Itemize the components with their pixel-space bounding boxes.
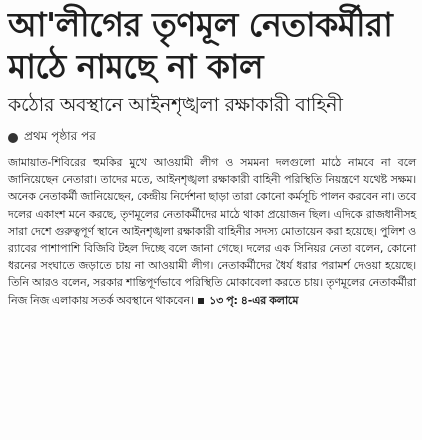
headline — [8, 4, 416, 88]
byline — [8, 128, 416, 148]
continuation-note: ১৩ পৃ: ৪-এর কলামে — [209, 293, 299, 307]
article-body — [8, 154, 416, 309]
body-text: জামায়াত-শিবিরের হুমকির মুখে আওয়ামী লীগ ও সমমনা দলগুলো মাঠে নামবে না বলে জানিয়েছেন নেতারা। তাদের মতে, আইনশৃঙ্খলা রক্ষাকারী বাহিনী পরিস্থিতি নিয়ন্ত্রণে যথেষ্ট সক্ষম। অনেক নেতাকর্মী জানিয়েছেন, কেন্দ্রীয় নির্দেশনা ছাড়া তারা কোনো কর্মসূচি পালন করবেন না। তবে দলের একাংশ মনে করছে, তৃণমূলের নেতাকর্মীদের মাঠে থাকা প্রয়োজন ছিল। এদিকে রাজধানীসহ সারা দেশে গুরুত্বপূর্ণ স্থানে আইনশৃঙ্খলা রক্ষাকারী বাহিনীর সদস্য মোতায়েন করা হয়েছে। পুলিশ ও র‌্যাবের পাশাপাশি বিজিবি টহল দিচ্ছে বলে জানা গেছে। দলের এক সিনিয়র নেতা বলেন, কোনো ধরনের সংঘাতে জড়াতে চায় না আওয়ামী লীগ। নেতাকর্মীদের ধৈর্য ধরার পরামর্শ দেওয়া হয়েছে। তিনি আরও বলেন, সরকার শান্তিপূর্ণভাবে পরিস্থিতি মোকাবেলা করতে চায়। তৃণমূলের নেতাকর্মীরা নিজ নিজ এলাকায় সতর্ক অবস্থানে থাকবেন। — [8, 156, 416, 307]
bullet-icon — [8, 133, 18, 143]
headline-line-2: মাঠে নামছে না কাল — [8, 47, 264, 86]
headline-line-1: আ'লীগের তৃণমূল নেতাকর্মীরা — [8, 5, 393, 44]
byline-text: প্রথম পৃষ্ঠার পর — [24, 129, 96, 143]
subheadline: কঠোর অবস্থানে আইনশৃঙ্খলা রক্ষাকারী বাহিনী — [8, 94, 343, 116]
square-bullet-icon — [198, 298, 204, 304]
